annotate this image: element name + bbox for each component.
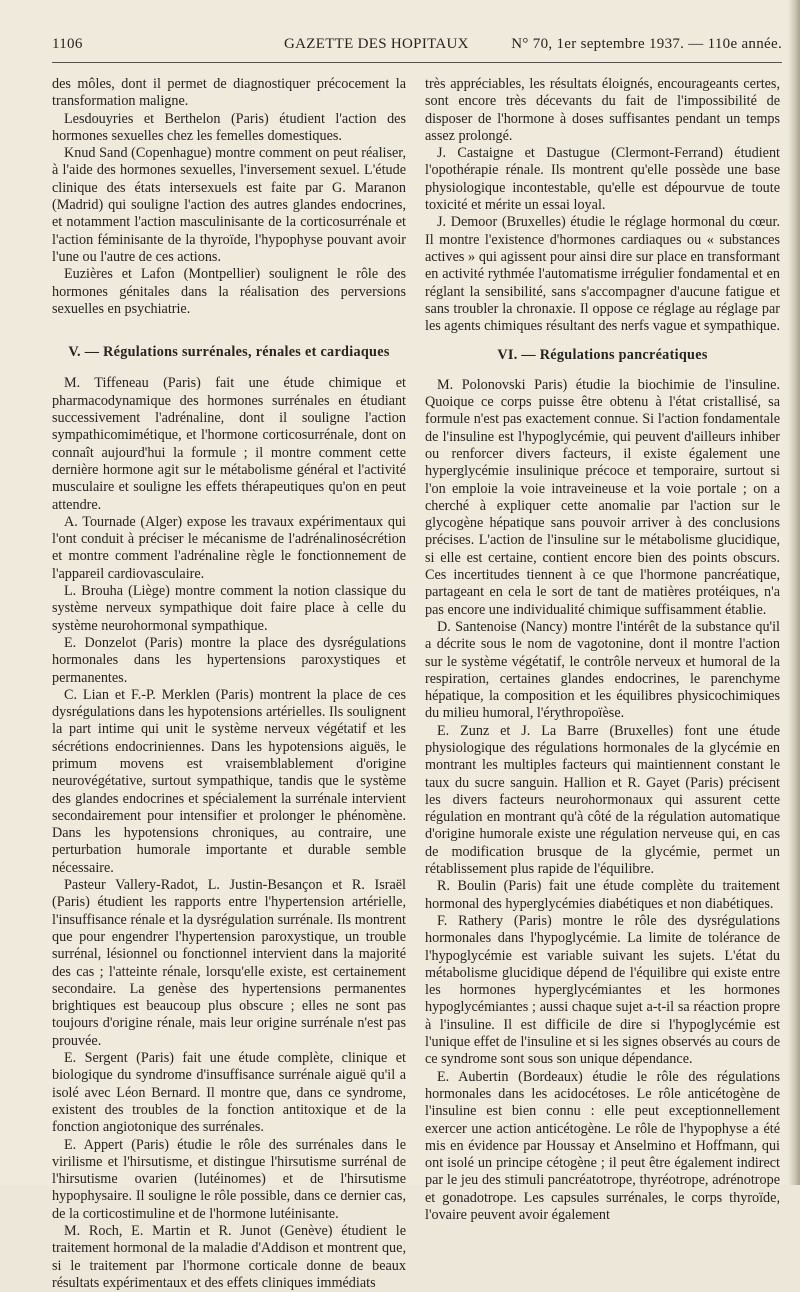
left-column [52,76,406,1292]
paragraph: L. Brouha (Liège) montre comment la notion classique du système nerveux sympathique doit faire place à celle du système neurohormonal sympathique. [52,583,406,634]
paragraph: très appréciables, les résultats éloignés, encourageants certes, sont encore très décevants du fait de l'impossibilité de disposer de l'hormone à doses suffisantes pendant un temps assez prolongé. [425,76,780,144]
journal-title: GAZETTE DES HOPITAUX [284,36,469,52]
page-number: 1106 [52,36,83,52]
paragraph: C. Lian et F.-P. Merklen (Paris) montrent la place de ces dysrégulations dans les hypotensions artérielles. Ils soulignent la part intime qui unit le système nerveux végétatif et les sécrétions endocriniennes. Dans les hypotensions aiguës, le primum movens est vraisemblablement d'origine neurovégétative, surtout sympathique, tandis que le système des glandes endocrines et spécialement la surrénale intervient secondairement pour intensifier et prolonger le phénomène. Dans les hypotensions chroniques, au contraire, une perturbation humorale importante et durable semble nécessaire. [52,686,406,876]
paragraph: E. Aubertin (Bordeaux) étudie le rôle des régulations hormonales dans les acidocétoses. Le rôle anticétogène de l'insuline est bien connu : elle peut exceptionnellement exercer une action anticétogène. Le rôle de l'hypophyse a été mis en évidence par Houssay et Anselmino et Hoffmann, qui ont isolé un principe cétogène ; il peut être également indirect par le jeu des stimuli pancréatotrope, thyréotrope, adrénotrope et gonadotrope. Les capsules surrénales, le corps thyroïde, l'ovaire peuvent avoir également [425,1068,780,1223]
paragraph: R. Boulin (Paris) fait une étude complète du traitement hormonal des hyperglycémies diabétiques et non diabétiques. [425,878,780,912]
paragraph: M. Polonovski Paris) étudie la biochimie de l'insuline. Quoique ce corps puisse être obtenu à l'état cristallisé, sa formule n'est pas exactement connue. Si l'action fondamentale de l'insuline est l'hypoglycémie, qui peuvent d'ailleurs inhiber ou renforcer divers facteurs, il existe également une hyperglycémie insulinique précoce et temporaire, surtout si l'on emploie la voie intraveineuse et la voie portale ; on a cherché à expliquer cette anomalie par l'action sur le glycogène hépatique sans pouvoir arriver à des conclusions précises. L'action de l'insuline sur le métabolisme glucidique, si elle est certaine, contient encore bien des points obscurs. Ces incertitudes tiennent à ce que l'hormone pancréatique, partageant en cela le sort de tant de matières protéiques, n'a pas encore une individualité chimique suffisamment établie. [425,376,780,618]
paragraph: des môles, dont il permet de diagnostiquer précocement la transformation maligne. [52,76,406,110]
right-column [425,76,780,1224]
paragraph: J. Demoor (Bruxelles) étudie le réglage hormonal du cœur. Il montre l'existence d'hormones cardiaques ou « substances actives » qui agissent pour ainsi dire sur place en transformant en activité rythmée l'automatisme irrégulier fondamental et en réglant la sensibilité, sans s'accompagner d'aucune fatigue et sans troubler la chronaxie. Il oppose ce réglage au réglage par les agents chimiques résultant des nerfs vague et sympathique. [425,214,780,335]
paragraph: M. Roch, E. Martin et R. Junot (Genève) étudient le traitement hormonal de la maladie d'Addison et montrent que, si le traitement par l'hormone corticale donne de beaux résultats expérimentaux et des effets cliniques immédiats [52,1223,406,1291]
paragraph: E. Donzelot (Paris) montre la place des dysrégulations hormonales dans les hypertensions paroxystiques et permanentes. [52,634,406,686]
paragraph: E. Sergent (Paris) fait une étude complète, clinique et biologique du syndrome d'insuffisance surrénale aiguë qu'il a isolé avec Léon Bernard. Il montre que, dans ce syndrome, existent des troubles de la fonction antitoxique et de la fonction angiotonique des surrénales. [52,1050,406,1136]
header-rule [52,62,782,63]
page-edge-shadow [788,0,800,1185]
paragraph: F. Rathery (Paris) montre le rôle des dysrégulations hormonales dans l'hypoglycémie. La limite de tolérance de l'hypoglycémie est variable suivant les sujets. L'état du métabolisme glucidique dépend de l'équilibre qui existe entre les hormones hyperglycémiantes et les hormones hypoglycémiantes ; aussi chaque sujet a-t-il sa réaction propre à l'insuline. Il est difficile de dire si l'hypoglycémie est l'unique effet de l'insuline et si les signes observés au cours de ce syndrome sont sous son unique dépendance. [425,912,780,1068]
section-heading-vi: VI. — Régulations pancréatiques [497,347,708,364]
paragraph: Lesdouyries et Berthelon (Paris) étudient l'action des hormones sexuelles chez les femelles domestiques. [52,110,406,144]
paragraph: D. Santenoise (Nancy) montre l'intérêt de la substance qu'il a décrite sous le nom de vagotonine, dont il montre l'action sur le système végétatif, le contrôle nerveux et humoral de la respiration, certaines glandes endocrines, le parenchyme hépatique, la composition et les équilibres physicochimiques du milieu humoral, l'érythropoïèse. [425,618,780,722]
section-heading-v: V. — Régulations surrénales, rénales et cardiaques [68,344,390,361]
paragraph: M. Tiffeneau (Paris) fait une étude chimique et pharmacodynamique des hormones surrénales en étudiant successivement l'adrénaline, dont il souligne l'action sympathicomimétique, et l'hormone corticosurrénale, dont on connaît aujourd'hui la formule ; il montre comment cette dernière hormone agit sur le métabolisme général et l'activité musculaire et souligne les effets thérapeutiques qu'on en peut attendre. [52,375,406,513]
paragraph: E. Appert (Paris) étudie le rôle des surrénales dans le virilisme et l'hirsutisme, et distingue l'hirsutisme surrénal de l'hirsutisme ovarien (lutéinomes) et de l'hirsutisme hypophysaire. Il souligne le rôle possible, dans ce dernier cas, de la corticostimuline et de l'hormone lutéinisante. [52,1136,406,1222]
paragraph: Euzières et Lafon (Montpellier) soulignent le rôle des hormones génitales dans la réalisation des perversions sexuelles en psychiatrie. [52,266,406,317]
issue-line: N° 70, 1er septembre 1937. — 110e année. [511,36,782,52]
page-header [52,36,782,56]
paragraph: E. Zunz et J. La Barre (Bruxelles) font une étude physiologique des régulations hormonales de la glycémie en montrant les multiples facteurs qui maintiennent constant le taux du sucre sanguin. Hallion et R. Gayet (Paris) précisent les divers facteurs neurohormonaux qui assurent cette régulation en montrant qu'à côté de la régulation automatique d'origine humorale existe une régulation nerveuse qui, en cas de modification brusque de la glycémie, permet un rétablissement plus rapide de l'équilibre. [425,722,780,878]
paragraph: J. Castaigne et Dastugue (Clermont-Ferrand) étudient l'opothérapie rénale. Ils montrent qu'elle possède une base physiologique incontestable, qu'elle est dépourvue de toute toxicité et mérite un essai loyal. [425,145,780,214]
paragraph: Knud Sand (Copenhague) montre comment on peut réaliser, à l'aide des hormones sexuelles, l'inversement sexuel. L'étude clinique des états intersexuels est faite par G. Maranon (Madrid) qui souligne l'action des autres glandes endocrines, et notamment l'action masculinisante de la corticosurrénale et l'action féminisante de la thyroïde, l'hypophyse pouvant avoir l'une ou l'autre de ces actions. [52,145,406,265]
paragraph: Pasteur Vallery-Radot, L. Justin-Besançon et R. Israël (Paris) étudient les rapports entre l'hypertension artérielle, l'insuffisance rénale et la dysrégulation surrénale. Ils montrent que pour engendrer l'hypertension paroxystique, un trouble surrénal, lésionnel ou fonctionnel intervient dans la majorité des cas ; l'atteinte rénale, lorsqu'elle existe, est certainement secondaire. La genèse des hypertensions permanentes brightiques est beaucoup plus obscure ; elles ne sont pas toujours d'origine rénale, mais leur origine surrénale n'est pas prouvée. [52,877,406,1049]
paragraph: A. Tournade (Alger) expose les travaux expérimentaux qui l'ont conduit à préciser le mécanisme de l'adrénalinosécrétion et montre comment l'adrénaline règle le fonctionnement de l'appareil cardiovasculaire. [52,513,406,582]
